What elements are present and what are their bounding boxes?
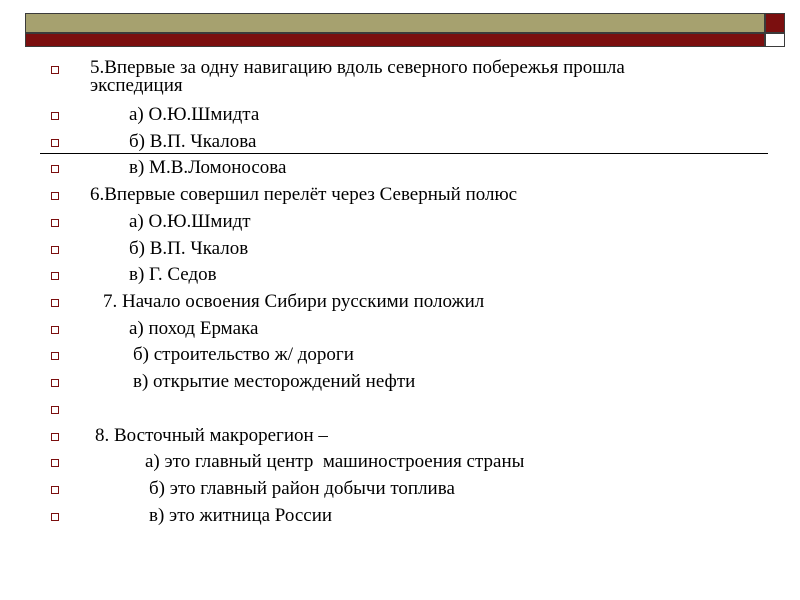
- square-bullet-icon: [51, 299, 59, 307]
- square-bullet-icon: [51, 219, 59, 227]
- list-item-answer: [0, 212, 800, 238]
- list-item-question-7: [0, 292, 800, 318]
- square-bullet-icon: [51, 165, 59, 173]
- list-item-answer: [0, 132, 800, 158]
- question-text-line-2: экспедиция: [90, 75, 183, 96]
- list-item-empty: [0, 399, 800, 425]
- square-bullet-icon: [51, 379, 59, 387]
- answer-text: в) открытие месторождений нефти: [133, 371, 416, 392]
- answer-text: б) В.П. Чкалов: [129, 238, 249, 259]
- square-bullet-icon: [51, 246, 59, 254]
- square-bullet-icon: [51, 513, 59, 521]
- answer-text: а) О.Ю.Шмидт: [129, 211, 251, 232]
- square-bullet-icon: [51, 66, 59, 74]
- answer-text: в) Г. Седов: [129, 264, 217, 285]
- list-item-question-6: [0, 185, 800, 211]
- list-item-answer: [0, 506, 800, 532]
- list-item-answer: [0, 372, 800, 398]
- list-item-question-8: [0, 426, 800, 452]
- list-item-answer: [0, 158, 800, 184]
- square-bullet-icon: [51, 352, 59, 360]
- answer-text: в) М.В.Ломоносова: [129, 157, 287, 178]
- question-text: 7. Начало освоения Сибири русскими положил: [103, 291, 485, 312]
- square-bullet-icon: [51, 272, 59, 280]
- list-item-question-5: [0, 58, 800, 98]
- square-bullet-icon: [51, 433, 59, 441]
- square-bullet-icon: [51, 139, 59, 147]
- answer-text: а) О.Ю.Шмидта: [129, 104, 260, 125]
- list-item-answer: [0, 479, 800, 505]
- answer-text: б) это главный район добычи топлива: [149, 478, 455, 499]
- answer-text: в) это житница России: [149, 505, 333, 526]
- list-item-answer: [0, 452, 800, 478]
- square-bullet-icon: [51, 326, 59, 334]
- answer-text: б) строительство ж/ дороги: [133, 344, 354, 365]
- answer-text: а) поход Ермака: [129, 318, 259, 339]
- list-item-answer: [0, 319, 800, 345]
- question-text: 8. Восточный макрорегион –: [95, 425, 328, 446]
- question-text-line-1: 5.Впервые за одну навигацию вдоль северного побережья прошла: [90, 57, 625, 78]
- list-item-answer: [0, 265, 800, 291]
- answer-text: б) В.П. Чкалова: [129, 131, 257, 152]
- square-bullet-icon: [51, 459, 59, 467]
- square-bullet-icon: [51, 112, 59, 120]
- square-bullet-icon: [51, 406, 59, 414]
- square-bullet-icon: [51, 486, 59, 494]
- list-item-answer: [0, 239, 800, 265]
- list-item-answer: [0, 105, 800, 131]
- list-item-answer: [0, 345, 800, 371]
- question-text: 6.Впервые совершил перелёт через Северный полюс: [90, 184, 518, 205]
- square-bullet-icon: [51, 192, 59, 200]
- answer-text: а) это главный центр машиностроения страны: [145, 451, 525, 472]
